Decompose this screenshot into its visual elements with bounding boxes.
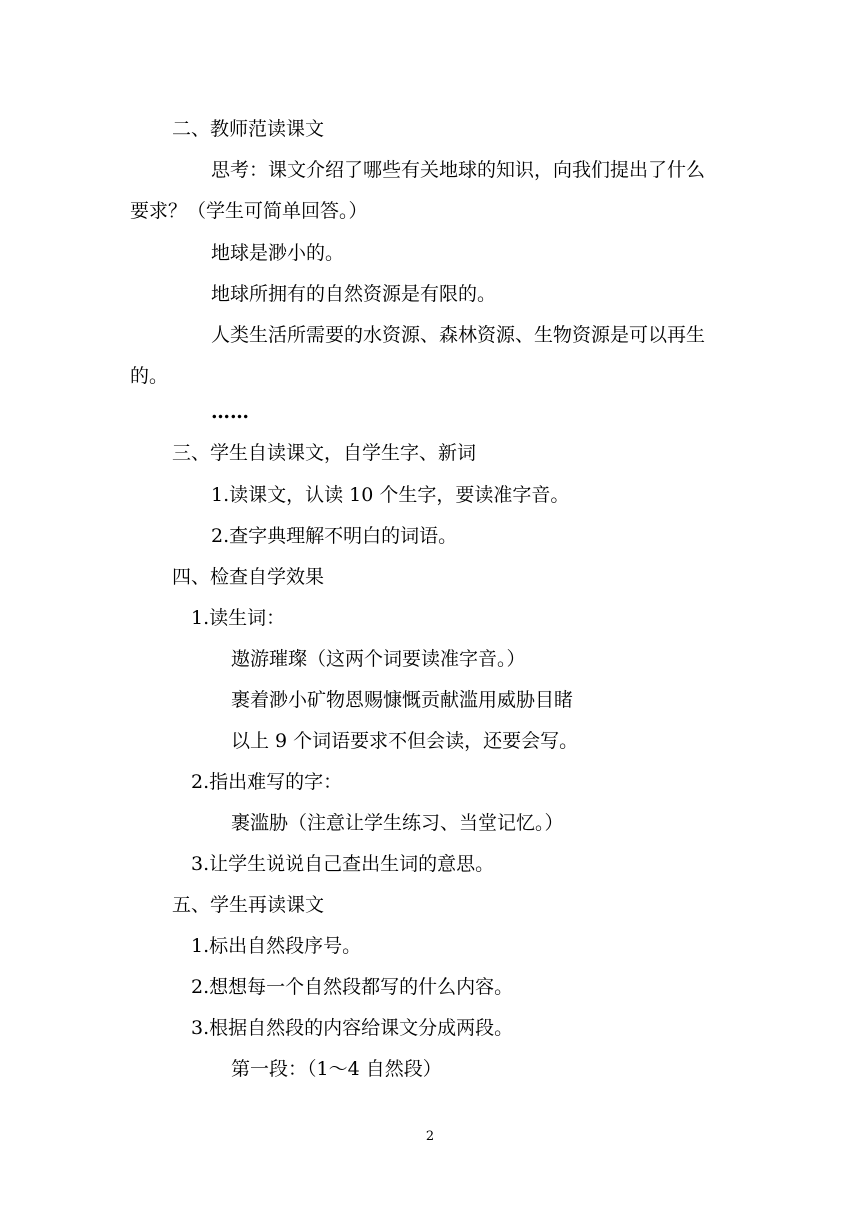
list-item: 1.读课文，认读 10 个生字，要读准字音。 (211, 484, 570, 506)
vocab-line: 裹着渺小矿物恩赐慷慨贡献滥用威胁目睹 (231, 689, 574, 711)
paragraph-line: 的。 (130, 365, 169, 387)
list-item: 1.读生词： (191, 607, 286, 629)
paragraph-line: 地球所拥有的自然资源是有限的。 (211, 283, 497, 305)
list-item: 2.查字典理解不明白的词语。 (211, 525, 458, 547)
paragraph-line: 地球是渺小的。 (211, 242, 345, 264)
vocab-line: 裹滥胁（注意让学生练习、当堂记忆。） (231, 812, 564, 834)
list-item: 2.指出难写的字： (191, 771, 343, 793)
paragraph-line: 人类生活所需要的水资源、森林资源、生物资源是可以再生 (211, 324, 706, 346)
ellipsis-line: …… (211, 401, 249, 423)
list-item: 3.根据自然段的内容给课文分成两段。 (191, 1017, 514, 1039)
heading-3: 三、学生自读课文，自学生字、新词 (172, 442, 477, 464)
list-item: 2.想想每一个自然段都写的什么内容。 (191, 976, 514, 998)
vocab-line: 遨游璀璨（这两个词要读准字音。） (231, 648, 526, 670)
list-item: 3.让学生说说自己查出生词的意思。 (191, 853, 495, 875)
section-line: 第一段：（1～4 自然段） (231, 1058, 442, 1080)
heading-4: 四、检查自学效果 (172, 566, 325, 588)
heading-5: 五、学生再读课文 (172, 894, 325, 916)
paragraph-line: 思考：课文介绍了哪些有关地球的知识，向我们提出了什么 (211, 159, 706, 181)
heading-2: 二、教师范读课文 (172, 118, 325, 140)
vocab-line: 以上 9 个词语要求不但会读，还要会写。 (231, 730, 579, 752)
list-item: 1.标出自然段序号。 (191, 935, 362, 957)
paragraph-line: 要求？（学生可简单回答。） (130, 200, 368, 222)
page-number: 2 (425, 1129, 435, 1144)
